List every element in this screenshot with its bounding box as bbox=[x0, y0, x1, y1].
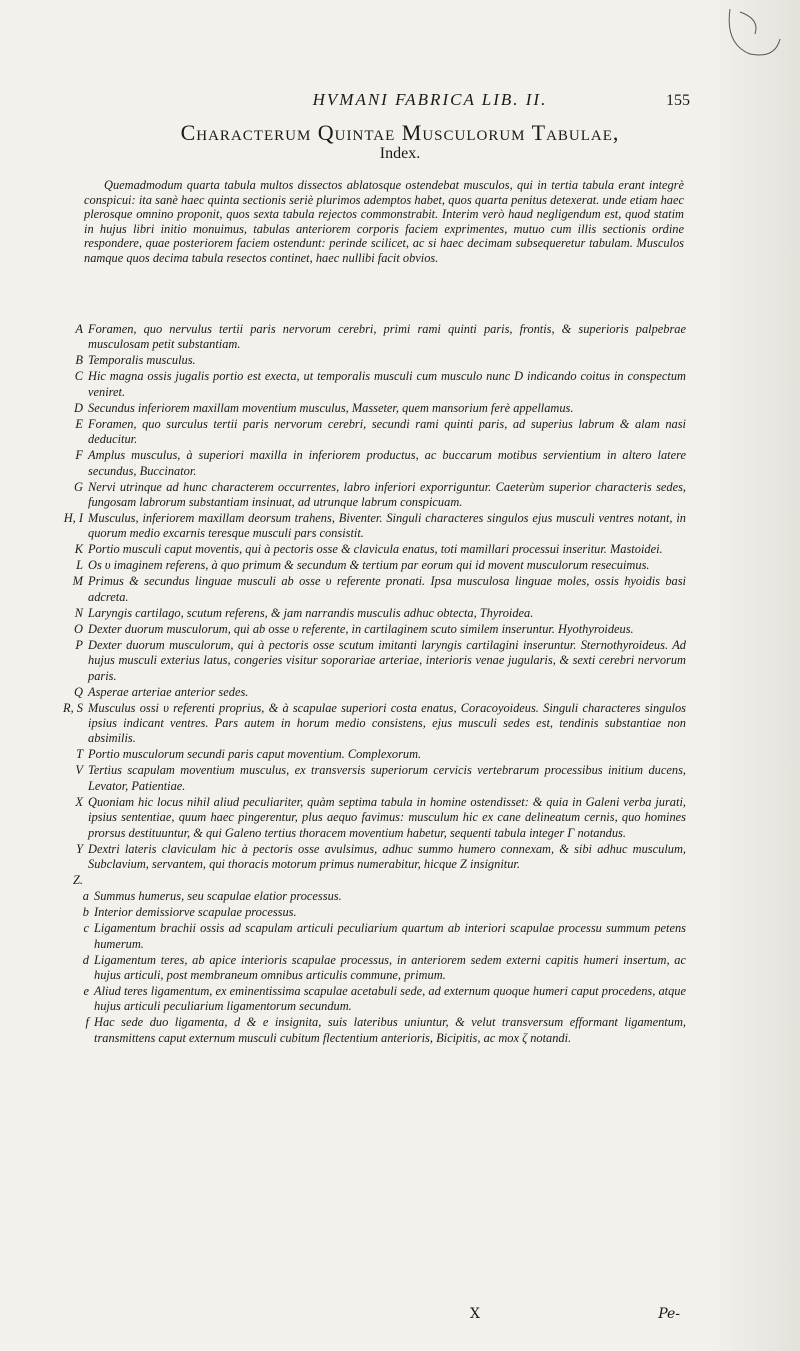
index-entry bbox=[40, 542, 686, 557]
index-entry bbox=[40, 685, 686, 700]
entry-text: Quoniam hic locus nihil aliud peculiariter, quàm septima tabula in homine ostendisset: & quia in Galeni verba jurati, ipsius sententiae, quum haec pingerentur, plus aequo favimus: musculum hic ex cane delineatum cernis, quo homines prorsus destituuntur, & qui Galeno tertius thoracem moventium habetur, sequenti tabula integer Γ notandus. bbox=[88, 794, 686, 840]
entry-mark: E bbox=[75, 416, 83, 431]
entry-text: Secundus inferiorem maxillam moventium musculus, Masseter, quem mansorium ferè appellamus. bbox=[88, 400, 574, 415]
entry-mark: a bbox=[82, 889, 89, 904]
entry-text: Asperae arteriae anterior sedes. bbox=[88, 684, 249, 699]
entry-text: Os υ imaginem referens, à quo primum & secundum & tertium par eorum qui id movent musculorum resecuimus. bbox=[88, 558, 650, 573]
entry-mark: N bbox=[74, 605, 83, 620]
index-entry bbox=[40, 905, 686, 920]
entry-mark: H, I bbox=[63, 511, 83, 526]
entry-text: Tertius scapulam moventium musculus, ex transversis superiorum cervicis vertebrarum processibus initium ducens, Levator, Patientiae. bbox=[88, 763, 686, 793]
index-entry bbox=[40, 889, 686, 904]
entry-mark: Y bbox=[76, 841, 83, 856]
entry-text: Dexter duorum musculorum, qui à pectoris osse scutum imitanti laryngis cartilagini inseruntur. Sternothyroideus. Ad hujus musculi exterius latus, congeries visitur soporariae arteriae, interioris venae jugularis, & sexti cerebri nervorum paris. bbox=[88, 637, 686, 683]
entry-mark: Q bbox=[74, 684, 83, 699]
entry-text: Ligamentum teres, ab apice interioris scapulae processus, in anteriorem sedem externi capitis humeri insertum, ac hujus articuli, post membraneum omnibus articulis commune, primum. bbox=[94, 952, 686, 982]
entry-mark: D bbox=[74, 400, 83, 415]
entry-mark: G bbox=[74, 479, 83, 494]
entry-text bbox=[88, 873, 686, 888]
entry-mark: B bbox=[75, 353, 83, 368]
entry-text: Ligamentum brachii ossis ad scapulam articuli peculiarium quartum ab interiori scapulae processu summum petens humerum. bbox=[94, 921, 686, 951]
entry-text: Summus humerus, seu scapulae elatior processus. bbox=[94, 889, 342, 904]
entry-text: Hac sede duo ligamenta, d & e insignita, suis lateribus uniuntur, & velut transversum efformant ligamentum, transmittens caput externum musculi cubitum flectentium anterioris, Bicipitis, ac mox ζ notandi. bbox=[94, 1015, 686, 1045]
entry-mark: f bbox=[85, 1015, 89, 1030]
entry-mark: C bbox=[74, 369, 83, 384]
index-entry bbox=[40, 701, 686, 747]
index-entry bbox=[40, 480, 686, 511]
entry-text: Foramen, quo nervulus tertii paris nervorum cerebri, primi rami quinti paris, frontis, & superioris palpebrae musculosam petit substantiam. bbox=[88, 322, 686, 352]
entry-mark: e bbox=[83, 983, 89, 998]
catchword: Pe- bbox=[658, 1306, 680, 1322]
entry-text: Nervi utrinque ad hunc characterem occurrentes, labro inferiori exporriguntur. Caeterùm superior characteris sedes, fungosam labrorum substantiam insinuat, ad utrunque labrum conspicuam. bbox=[88, 479, 686, 510]
entry-text: Dexter duorum musculorum, qui ab osse υ referente, in cartilaginem scuto similem inseruntur. Hyothyroideus. bbox=[88, 621, 634, 636]
entry-mark: X bbox=[75, 794, 83, 809]
index-entry bbox=[40, 638, 686, 684]
running-head: HVMANI FABRICA LIB. II. bbox=[312, 90, 548, 109]
index-entry bbox=[40, 606, 686, 621]
index-entry bbox=[40, 353, 686, 368]
index-entry bbox=[40, 747, 686, 762]
corner-pen-mark bbox=[720, 4, 790, 64]
index-entry bbox=[40, 574, 686, 605]
index-entry bbox=[40, 795, 686, 841]
entry-mark: b bbox=[82, 905, 89, 920]
page-edge-shadow bbox=[710, 0, 800, 1351]
entry-mark: c bbox=[83, 921, 89, 936]
entry-mark: A bbox=[75, 322, 83, 336]
entry-mark: R, S bbox=[63, 700, 83, 715]
entry-mark: d bbox=[82, 952, 89, 967]
entry-mark: L bbox=[76, 558, 83, 573]
entry-list bbox=[40, 322, 686, 1047]
entry-text: Amplus musculus, à superiori maxilla in inferiorem productus, ac buccarum motibus servientium in altero latere secundus, Buccinator. bbox=[88, 448, 686, 478]
index-entry bbox=[40, 873, 686, 888]
index-entry bbox=[40, 842, 686, 873]
index-entry bbox=[40, 369, 686, 400]
index-entry bbox=[40, 511, 686, 542]
entry-text: Interior demissiorve scapulae processus. bbox=[94, 905, 297, 920]
index-entry bbox=[40, 322, 686, 353]
index-entry bbox=[40, 622, 686, 637]
entry-text: Hic magna ossis jugalis portio est execta, ut temporalis musculi cum musculo nunc D indicando coitus in conspectum veniret. bbox=[88, 369, 686, 399]
page-number: 155 bbox=[666, 92, 690, 109]
entry-text: Aliud teres ligamentum, ex eminentissima scapulae acetabuli sede, ad externum quoque humeri caput procedens, atque hujus articuli peculiarium ligamentorum secundum. bbox=[94, 983, 686, 1014]
signature-mark: X bbox=[470, 1306, 480, 1322]
index-entry bbox=[40, 1015, 686, 1046]
entry-text: Dextri lateris claviculam hic à pectoris osse avulsimus, adhuc summo humero connexam, & sibi adhuc musculum, Subclavium, servantem, qui thoracis motorum primus numerabitur, hicque Z insignitur. bbox=[88, 841, 686, 872]
entry-text: Temporalis musculus. bbox=[88, 353, 196, 368]
entry-mark: F bbox=[75, 448, 83, 463]
entry-mark: T bbox=[76, 747, 83, 762]
entry-text: Foramen, quo surculus tertii paris nervorum cerebri, secundi rami quinti paris, ad superius labrum & alam nasi deducitur. bbox=[88, 416, 686, 447]
index-entry bbox=[40, 921, 686, 952]
index-entry bbox=[40, 984, 686, 1015]
index-entry bbox=[40, 953, 686, 984]
entry-text: Primus & secundus linguae musculi ab osse υ referente pronati. Ipsa musculosa linguae moles, ossis hyoidis basi adcreta. bbox=[88, 574, 686, 604]
intro-paragraph: Quemadmodum quarta tabula multos dissectos ablatosque ostendebat musculos, qui in tertia tabula erant integrè conspicui: ita sanè haec quinta sectionis seriè plurimos ademptos habet, quos quarta penitus detexerat. unde etiam haec plerosque omnino proponit, quos sexta tabula rejectos commonstrabit. Interim verò haud negligendum est, quod statim in hujus libri initio monuimus, tabulas anteriorem corporis faciem exprimentes, mutuo cum illis sectionis ordine respondere, quae posteriorem faciem ostendunt: perinde scilicet, ac si haec decimam subsequeretur tabulam. Musculos namque quos decima tabula resectos continet, haec nullibi facit obvios. bbox=[84, 178, 684, 265]
entry-mark: P bbox=[75, 637, 83, 652]
entry-text: Laryngis cartilago, scutum referens, & jam narrandis musculis adhuc obtecta, Thyroidea. bbox=[88, 605, 534, 620]
entry-text: Musculus, inferiorem maxillam deorsum trahens, Biventer. Singuli characteres singulos ejus musculi ventres notant, in quorum medio excarnis teresque musculi pars consistit. bbox=[88, 511, 686, 541]
page-title: Characterum Quintae Musculorum Tabulae, bbox=[180, 120, 620, 145]
index-entry bbox=[40, 417, 686, 448]
entry-mark: M bbox=[72, 574, 83, 589]
entry-mark: O bbox=[74, 621, 83, 636]
entry-mark: Z. bbox=[73, 873, 83, 888]
index-entry bbox=[40, 401, 686, 416]
page-subtitle: Index. bbox=[379, 145, 421, 162]
entry-text: Portio musculi caput moventis, qui à pectoris osse & clavicula enatus, toti mamillari processui inseritur. Mastoidei. bbox=[88, 542, 663, 557]
entry-text: Portio musculorum secundi paris caput moventium. Complexorum. bbox=[88, 747, 422, 762]
index-entry bbox=[40, 763, 686, 794]
entry-mark: K bbox=[74, 542, 83, 557]
entry-text: Musculus ossi υ referenti proprius, & à scapulae superiori costa enatus, Coracoyoideus. Singuli characteres singulos ipsius indicant ventres. Pars autem in horum medio consistens, ejus musculi sedes est, tendinis substantiae non absimilis. bbox=[88, 700, 686, 746]
entry-mark: V bbox=[75, 763, 83, 778]
index-entry bbox=[40, 558, 686, 573]
index-entry bbox=[40, 448, 686, 479]
